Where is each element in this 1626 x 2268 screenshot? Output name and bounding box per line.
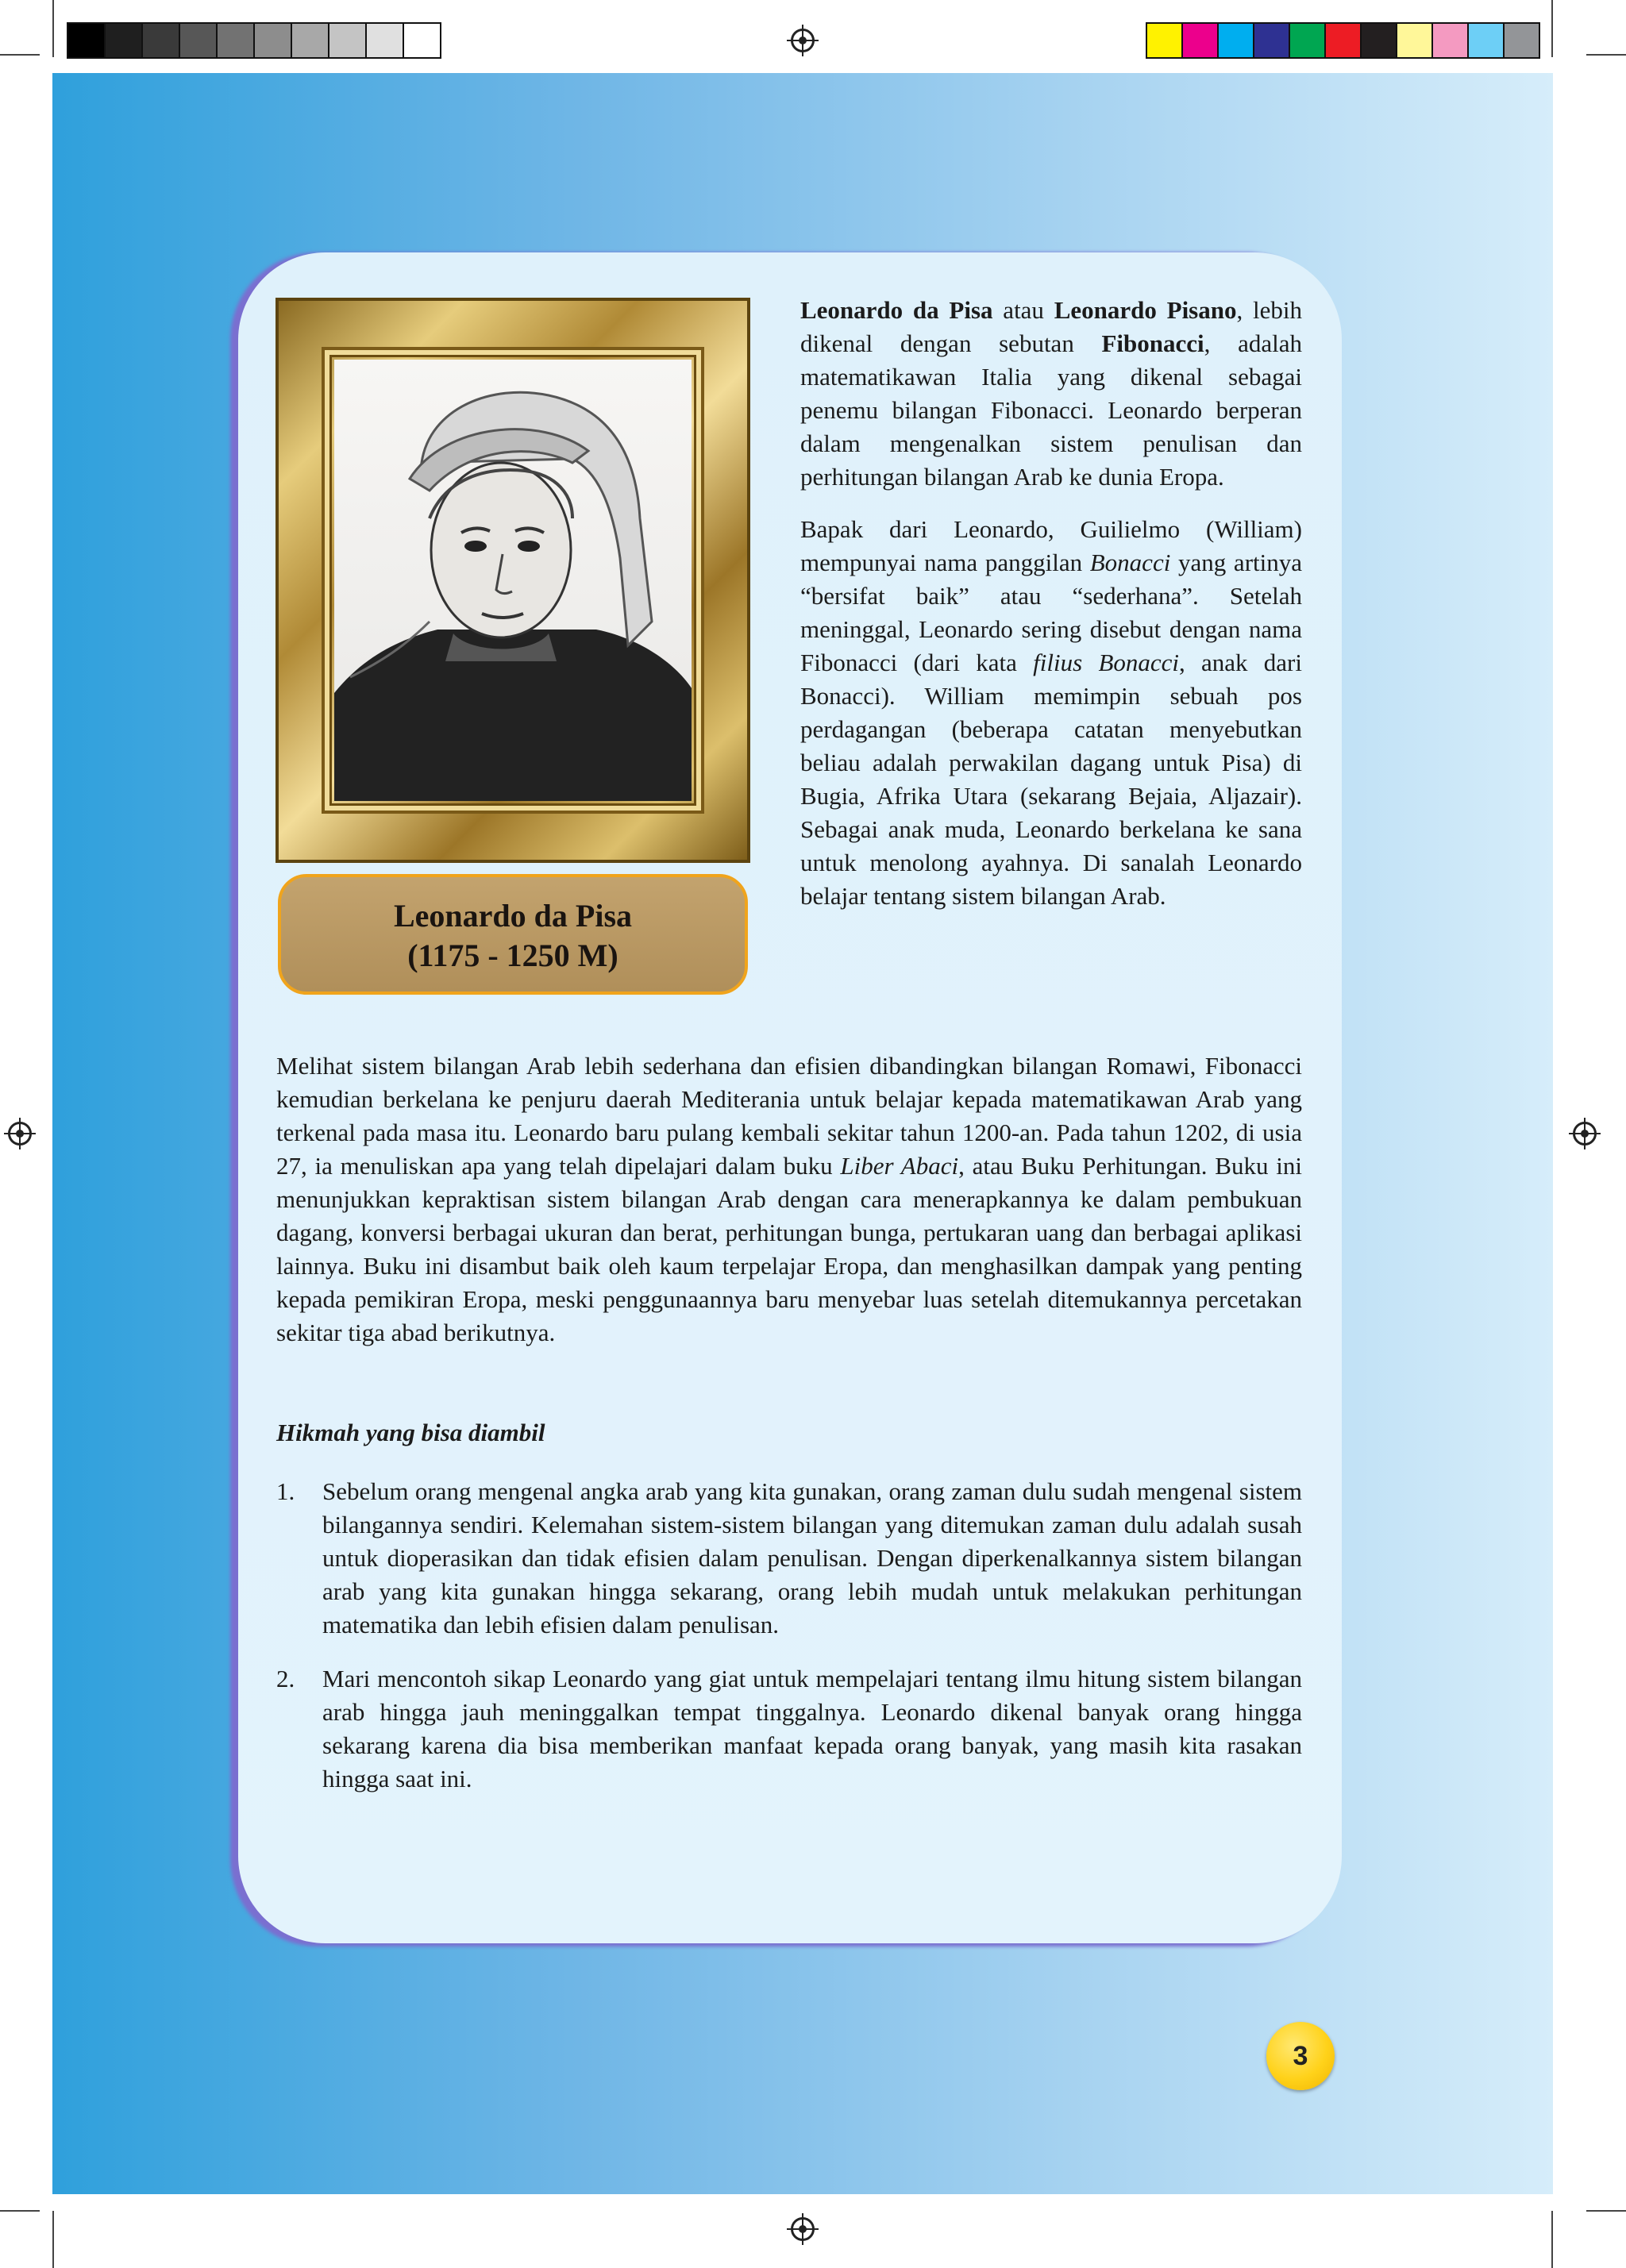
- page-number: 3: [1266, 2022, 1335, 2090]
- color-swatch: [1183, 24, 1219, 57]
- text-span: , lebih dikenal dengan sebutan: [800, 296, 1302, 357]
- list-item: [276, 1662, 1302, 1796]
- hikmah-list: [276, 1475, 1302, 1816]
- list-number: 1.: [276, 1477, 295, 1505]
- list-item-text: Sebelum orang mengenal angka arab yang kita gunakan, orang zaman dulu sudah mengenal sistem bilangannya sendiri. Kelemahan sistem-sistem bilangan yang ditemukan zaman dulu adalah susah untuk dioperasikan dan tidak efisien dalam penulisan. Dengan diperkenalkannya sistem bilangan arab yang kita gunakan hingga sekarang, orang lebih mudah untuk melakukan perhitungan matematika dan lebih efisien dalam penulisan.: [322, 1477, 1302, 1638]
- registration-mark-icon: [791, 2217, 815, 2241]
- hikmah-heading: Hikmah yang bisa diambil: [276, 1419, 545, 1446]
- list-number: 2.: [276, 1665, 295, 1692]
- crop-mark: [0, 54, 40, 56]
- color-swatch: [1362, 24, 1397, 57]
- color-calibration-bar: [1146, 22, 1540, 59]
- gray-swatch: [180, 24, 218, 57]
- color-swatch: [1469, 24, 1505, 57]
- crop-mark: [0, 2210, 40, 2212]
- portrait-drawing: [334, 360, 692, 801]
- main-paragraph: [276, 1049, 1302, 1350]
- color-swatch: [1290, 24, 1326, 57]
- intro-paragraph-1: [800, 294, 1302, 494]
- color-swatch: [1147, 24, 1183, 57]
- intro-paragraph-2: [800, 513, 1302, 913]
- crop-mark: [1551, 0, 1553, 57]
- registration-mark-icon: [791, 29, 815, 52]
- color-swatch: [1433, 24, 1469, 57]
- crop-mark: [1586, 2210, 1626, 2212]
- color-swatch: [1219, 24, 1254, 57]
- portrait-caption: [278, 874, 748, 995]
- registration-mark-icon: [1573, 1122, 1597, 1146]
- italic-term: filius Bonacci: [1033, 649, 1180, 676]
- crop-mark: [1586, 54, 1626, 56]
- text-span: Melihat sistem bilangan Arab lebih sederhana dan efisien dibandingkan bilangan Romawi, Fibonacci kemudian berkelana ke penjuru daerah Mediterania untuk belajar kepada matematikawan Arab yang terkenal pada masa itu. Leonardo baru pulang kembali sekitar tahun 1200-an. Pada tahun 1202, di usia 27, ia menuliskan apa yang telah dipelajari dalam buku: [276, 1052, 1302, 1180]
- text-span: atau: [992, 296, 1054, 324]
- crop-mark: [1551, 2211, 1553, 2268]
- caption-name: Leonardo da Pisa: [393, 898, 633, 934]
- color-swatch: [1505, 24, 1539, 57]
- color-swatch: [1397, 24, 1433, 57]
- gray-swatch: [255, 24, 292, 57]
- portrait-image: [334, 360, 692, 801]
- text-span: yang artinya “bersifat baik” atau “sederhana”. Setelah meninggal, Leonardo sering disebut dengan nama Fibonacci (dari kata: [800, 549, 1302, 676]
- bold-name: Fibonacci: [1101, 329, 1204, 357]
- text-span: , atau Buku Perhitungan. Buku ini menunjukkan kepraktisan sistem bilangan Arab dengan cara menerapkannya ke dalam pembukuan dagang, konversi berbagai ukuran dan berat, perhitungan bunga, pertukaran uang dan berbagai aplikasi lainnya. Buku ini disambut baik oleh kaum terpelajar Eropa, dan menghasilkan dampak yang penting kepada pemikiran Eropa, meski penggunaannya baru menyebar luas setelah ditemukannya percetakan sekitar tiga abad berikutnya.: [276, 1152, 1302, 1346]
- caption-years: (1175 - 1250 M): [407, 938, 618, 973]
- color-swatch: [1326, 24, 1362, 57]
- gray-swatch: [292, 24, 329, 57]
- gray-swatch: [329, 24, 367, 57]
- portrait-frame: [275, 298, 750, 863]
- list-item-text: Mari mencontoh sikap Leonardo yang giat untuk mempelajari tentang ilmu hitung sistem bilangan arab hingga jauh meninggalkan tempat tinggalnya. Leonardo dikenal banyak orang hingga sekarang karena dia bisa memberikan manfaat kepada orang banyak, yang masih kita rasakan hingga saat ini.: [322, 1665, 1302, 1792]
- gray-swatch: [367, 24, 404, 57]
- text-span: Bapak dari Leonardo, Guilielmo (William) mempunyai nama panggilan: [800, 515, 1302, 576]
- gray-swatch: [68, 24, 106, 57]
- gray-swatch: [218, 24, 255, 57]
- crop-mark: [52, 0, 54, 57]
- bold-name: Leonardo da Pisa: [800, 296, 993, 324]
- text-span: , anak dari Bonacci). William memimpin sebuah pos perdagangan (beberapa catatan menyebutkan beliau adalah perwakilan dagang untuk Pisa) di Bugia, Afrika Utara (sekarang Bejaia, Aljazair). Sebagai anak muda, Leonardo berkelana ke sana untuk menolong ayahnya. Di sanalah Leonardo belajar tentang sistem bilangan Arab.: [800, 649, 1302, 910]
- gray-swatch: [143, 24, 180, 57]
- gray-swatch: [404, 24, 440, 57]
- text-span: , adalah matematikawan Italia yang dikenal sebagai penemu bilangan Fibonacci. Leonardo berperan dalam mengenalkan sistem penulisan dan perhitungan bilangan Arab ke dunia Eropa.: [800, 329, 1302, 491]
- italic-term: Bonacci: [1089, 549, 1171, 576]
- list-item: [276, 1475, 1302, 1642]
- bold-name: Leonardo Pisano: [1054, 296, 1237, 324]
- crop-mark: [52, 2211, 54, 2268]
- color-swatch: [1254, 24, 1290, 57]
- italic-term: Liber Abaci: [840, 1152, 959, 1180]
- intro-column: [800, 294, 1302, 932]
- grayscale-calibration-bar: [67, 22, 441, 59]
- registration-mark-icon: [8, 1122, 32, 1146]
- gray-swatch: [106, 24, 143, 57]
